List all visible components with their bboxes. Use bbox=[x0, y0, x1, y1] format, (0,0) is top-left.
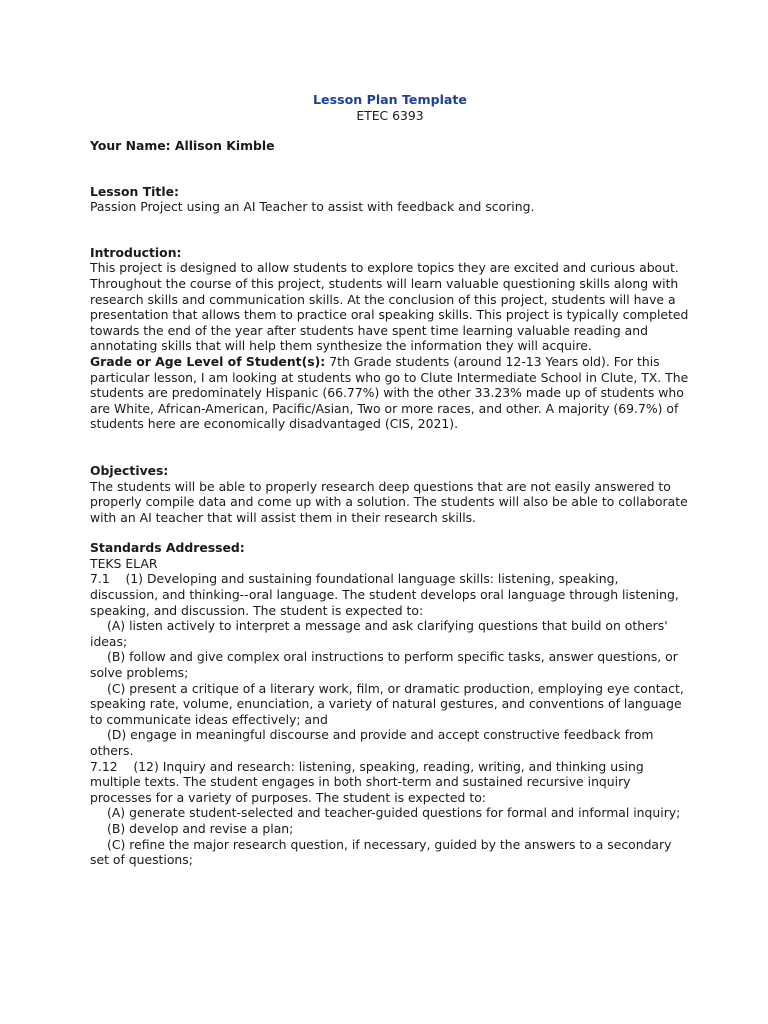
grade-paragraph bbox=[90, 354, 690, 432]
lesson-title-text: Passion Project using an AI Teacher to assist with feedback and scoring. bbox=[90, 199, 535, 215]
document-page bbox=[90, 92, 690, 868]
standard-7-12-b: (B) develop and revise a plan; bbox=[107, 820, 294, 836]
standards-label: Standards Addressed: bbox=[90, 540, 245, 556]
standard-7-1-b: (B) follow and give complex oral instructions to perform specific tasks, answer questions, or solve problems; bbox=[90, 649, 678, 681]
standard-7-12: 7.12 (12) Inquiry and research: listening, speaking, reading, writing, and thinking using multiple texts. The student engages in both short-term and sustained recursive inquiry processes for a variety of purposes. The student is expected to: bbox=[90, 758, 648, 805]
grade-text: 7th Grade students (around 12-13 Years old). For this particular lesson, I am looking at students who go to Clute Intermediate School in Clute, TX. The students are predominately Hispanic (66.77%) with the other 33.23% made up of students who are White, African-American, Pacific/Asian, Two or more races, and other. A majority (69.7%) of students here are economically disadvantaged (CIS, 2021). bbox=[90, 353, 689, 432]
introduction-text: This project is designed to allow students to explore topics they are excited and curious about. Throughout the course of this project, students will learn valuable questioning skills along with research skills and communication skills. At the conclusion of this project, students will have a presentation that allows them to practice oral speaking skills. This project is typically completed towards the end of the year after students have spent time learning valuable reading and annotating skills that will help them synthesize the information they will acquire. bbox=[90, 260, 689, 354]
name-label: Your Name: bbox=[90, 138, 171, 153]
standard-7-1-d: (D) engage in meaningful discourse and provide and accept constructive feedback from others. bbox=[90, 727, 654, 758]
teks-label: TEKS ELAR bbox=[90, 555, 158, 571]
name-value: Allison Kimble bbox=[174, 138, 275, 153]
lesson-title-label: Lesson Title: bbox=[90, 183, 179, 199]
grade-label: Grade or Age Level of Student(s): bbox=[90, 353, 326, 369]
document-title: Lesson Plan Template bbox=[313, 92, 467, 107]
course-code: ETEC 6393 bbox=[356, 108, 424, 123]
objectives-label: Objectives: bbox=[90, 462, 169, 478]
introduction-label: Introduction: bbox=[90, 244, 182, 260]
standard-7-1: 7.1 (1) Developing and sustaining foundational language skills: listening, speaking, discussion, and thinking--oral language. The student develops oral language through listening, speaking, and discussion. The student is expected to: bbox=[90, 571, 683, 618]
standard-7-1-a: (A) listen actively to interpret a message and ask clarifying questions that build on others' ideas; bbox=[90, 618, 668, 649]
standard-7-12-c: (C) refine the major research question, if necessary, guided by the answers to a secondary set of questions; bbox=[90, 836, 672, 868]
standard-7-12-a: (A) generate student-selected and teacher-guided questions for formal and informal inquiry; bbox=[107, 805, 681, 821]
standard-7-1-c: (C) present a critique of a literary work, film, or dramatic production, employing eye contact, speaking rate, volume, enunciation, a variety of natural gestures, and conventions of language to communicate ideas effectively; and bbox=[90, 680, 684, 727]
objectives-text: The students will be able to properly research deep questions that are not easily answered to properly compile data and come up with a solution. The students will also be able to collaborate with an AI teacher that will assist them in their research skills. bbox=[90, 478, 688, 525]
name-line bbox=[90, 138, 690, 154]
